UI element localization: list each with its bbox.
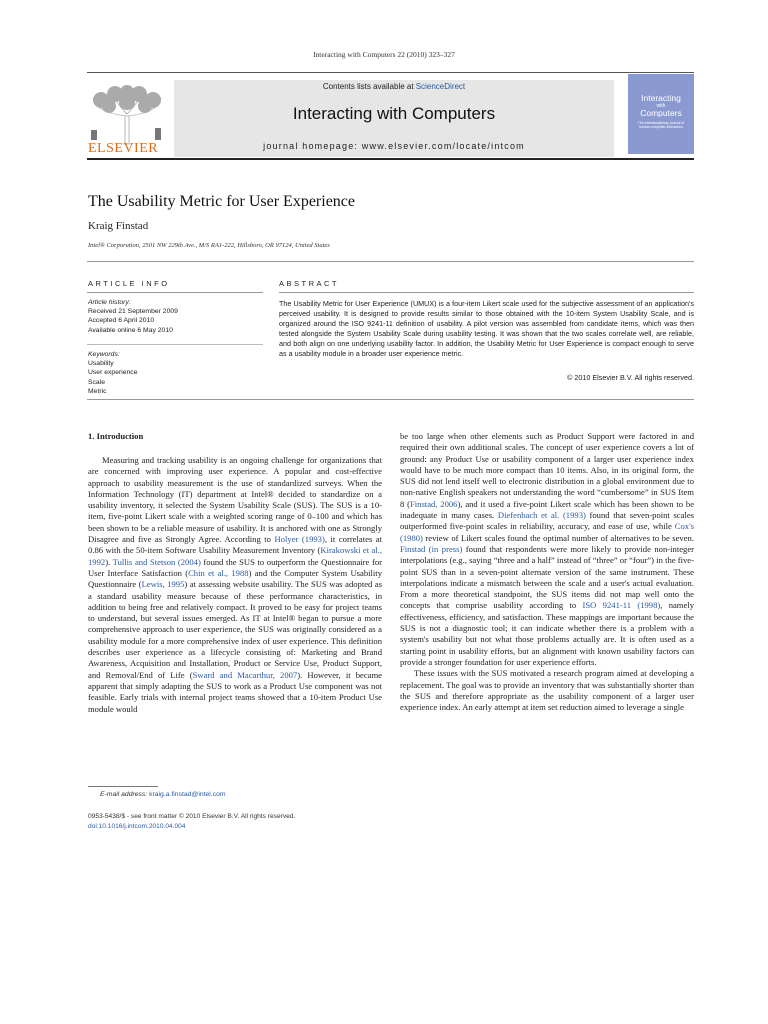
- author-affiliation: Intel® Corporation, 2501 NW 229th Ave., M/S RA1-222, Hillsboro, OR 97124, United States: [88, 242, 330, 249]
- citation-link[interactable]: Cox's (1980): [400, 521, 694, 543]
- issn-line: 0953-5438/$ - see front matter © 2010 Elsevier B.V. All rights reserved.: [88, 813, 296, 820]
- email-label: E-mail address:: [100, 791, 148, 798]
- footnote-rule: [88, 786, 158, 787]
- keyword-item: User experience: [88, 369, 138, 377]
- author-name: Kraig Finstad: [88, 220, 149, 232]
- article-history: [88, 298, 178, 335]
- received-date: Received 21 September 2009: [88, 308, 178, 316]
- cover-title-line2: with: [656, 103, 666, 109]
- section-heading-introduction: 1. Introduction: [88, 431, 144, 441]
- author-email-link[interactable]: kraig.a.finstad@intel.com: [149, 791, 226, 798]
- abstract-heading: ABSTRACT: [279, 279, 340, 288]
- accepted-date: Accepted 6 April 2010: [88, 317, 155, 325]
- body-paragraph: Measuring and tracking usability is an ongoing challenge for organizations that are concerned with improving user experience. A popular and cost-effective approach to usability measurement is the use of standardized surveys. When the Information Technology (IT) department at Intel® decided to standardize on a usability inventory, it selected the System Usability Scale (SUS). The SUS is a 10-item, five-point Likert scale with a weighted scoring range of 0–100 and which has been shown to be a reliable measure of usability. It is anchored with one as Strongly Disagree and five as Strongly Agree. According to Holyer (1993), it correlates at 0.86 with the 50-item Software Usability Measurement Inventory (Kirakowski et al., 1992). Tullis and Stetson (2004) found the SUS to outperform the Questionnaire for User Interface Satisfaction (Chin et al., 1988) and the Computer System Usability Questionnaire (Lewis, 1995) at assessing website usability. The SUS was adopted as a standard usability measure because of these performance characteristics, in addition to being free and relatively compact. It proved to be easy for project teams to understand, but several issues emerged. As IT at Intel® began to pursue a more comprehensive approach to user experience, the SUS was originally considered as a usability module for a more comprehensive index of user experience. This definition describes user experience as a lifecycle consisting of: Marketing and Brand Awareness, Acquisition and Installation, Product or Service Use, Product Support, and Removal/End of Life (Sward and Macarthur, 2007). However, it became apparent that simply adapting the SUS to work as a Product Use component was not feasible. Early trials with internal project teams showed that a 10-item Product Use module would: [88, 455, 382, 714]
- title-bottom-rule: [87, 261, 694, 262]
- keyword-item: Scale: [88, 378, 106, 386]
- keyword-item: Usability: [88, 360, 114, 368]
- citation-link[interactable]: Kirakowski et al., 1992: [88, 545, 382, 567]
- masthead-bottom-rule: [87, 158, 694, 160]
- journal-homepage[interactable]: journal homepage: www.elsevier.com/locate/intcom: [263, 141, 525, 151]
- paper-title: The Usability Metric for User Experience: [88, 193, 356, 210]
- journal-cover-thumbnail: [628, 74, 694, 154]
- citation-link[interactable]: Lewis, 1995: [141, 579, 185, 590]
- citation-link[interactable]: Sward and Macarthur, 2007: [192, 669, 298, 680]
- citation-link[interactable]: Finstad, 2006: [410, 498, 458, 509]
- doi-link[interactable]: doi:10.1016/j.intcom.2010.04.004: [88, 822, 186, 830]
- citation-link[interactable]: Holyer (1993): [274, 534, 325, 545]
- issn-block: [88, 812, 295, 831]
- contents-prefix: Contents lists available at: [322, 82, 414, 91]
- cover-title-line3: Computers: [640, 108, 682, 118]
- keywords-label: Keywords:: [88, 351, 120, 358]
- article-info-rule: [87, 292, 263, 293]
- cover-subtitle: The interdisciplinary journal of human-computer interaction: [637, 121, 685, 129]
- history-rule: [87, 344, 263, 345]
- citation-link[interactable]: ISO 9241-11 (1998): [582, 600, 661, 611]
- history-label: Article history:: [88, 299, 131, 306]
- masthead-top-rule: [87, 72, 694, 73]
- citation-link[interactable]: Chin et al., 1988: [188, 567, 249, 578]
- journal-name: Interacting with Computers: [292, 104, 496, 123]
- contents-available-line: [174, 82, 614, 91]
- body-paragraph: be too large when other elements such as Product Support were factored in and required their own additional scales. The concept of user experience covers a lot of ground: any Product Use or usability component of a larger user experience index would have to be much more compact than 10 items. Also, in its original form, the SUS did not lend itself well to electronic distribution in a global environment due to non-native English speakers not understanding the word “cumbersome” in SUS Item 8 (Finstad, 2006), and it used a five-point Likert scale which has been shown to be inadequate in many cases. Diefenbach et al. (1993) found that seven-point scales outperformed five-point scales in reliability, accuracy, and ease of use, while Cox's (1980) review of Likert scales found the optimal number of alternatives to be seven. Finstad (in press) found that respondents were more likely to provide non-integer interpolations (e.g., saying “three and a half” instead of “three” or “four”) in the five-point SUS than in a seven-point alternate version of the same instrument. These interpolations indicate a mismatch between the scale and a user's actual evaluation. From a more theoretical standpoint, the SUS items did not map well onto the concepts that comprise usability according to ISO 9241-11 (1998), namely effectiveness, efficiency, and satisfaction. These mappings are important because the SUS is not a diagnostic tool; it can indicate whether there is a problem with a system's usability but not what those problems actually are. It is often used as a starting point in usability efforts, but an alignment with known usability factors can provide a stronger foundation for user experience efforts.: [400, 431, 695, 667]
- footnote-email: [100, 791, 226, 798]
- abstract-bottom-rule: [87, 399, 694, 400]
- keyword-item: Metric: [88, 387, 107, 395]
- sciencedirect-link[interactable]: ScienceDirect: [415, 82, 466, 91]
- online-date: Available online 6 May 2010: [88, 326, 173, 334]
- abstract-copyright: © 2010 Elsevier B.V. All rights reserved.: [567, 373, 694, 382]
- body-paragraph: These issues with the SUS motivated a research program aimed at developing a replacement. The goal was to provide an inventory that was substantially shorter than the SUS and therefore appropriate as the usability component of a larger user experience index. An early attempt at item set reduction aimed to leverage a single: [400, 668, 694, 713]
- citation-link[interactable]: Tullis and Stetson (2004): [112, 556, 201, 567]
- citation-link[interactable]: Diefenbach et al. (1993): [497, 510, 586, 521]
- cover-title-line1: Interacting: [641, 93, 681, 103]
- article-info-heading: ARTICLE INFO: [88, 279, 170, 288]
- body-left-column: [88, 455, 382, 715]
- publisher-wordmark: ELSEVIER: [88, 141, 159, 156]
- running-header: Interacting with Computers 22 (2010) 323–327: [313, 50, 455, 59]
- keywords-block: [88, 350, 138, 396]
- abstract-text: The Usability Metric for User Experience (UMUX) is a four-item Likert scale used for the subjective assessment of an application's perceived usability. It is designed to provide results similar to those obtained with the 10-item System Usability Scale, and is organized around the ISO 9241-11 definition of usability. A pilot version was assembled from candidate items, which was then tested alongside the System Usability Scale during usability testing. It was shown that the two scales correlate well, are reliable, and both align on one underlying usability factor. In addition, the Usability Metric for User Experience is compact enough to serve as a usability module in a broader user experience metric.: [279, 299, 694, 358]
- body-right-column: [400, 431, 694, 713]
- citation-link[interactable]: Finstad (in press): [400, 543, 463, 554]
- abstract-rule: [279, 292, 694, 293]
